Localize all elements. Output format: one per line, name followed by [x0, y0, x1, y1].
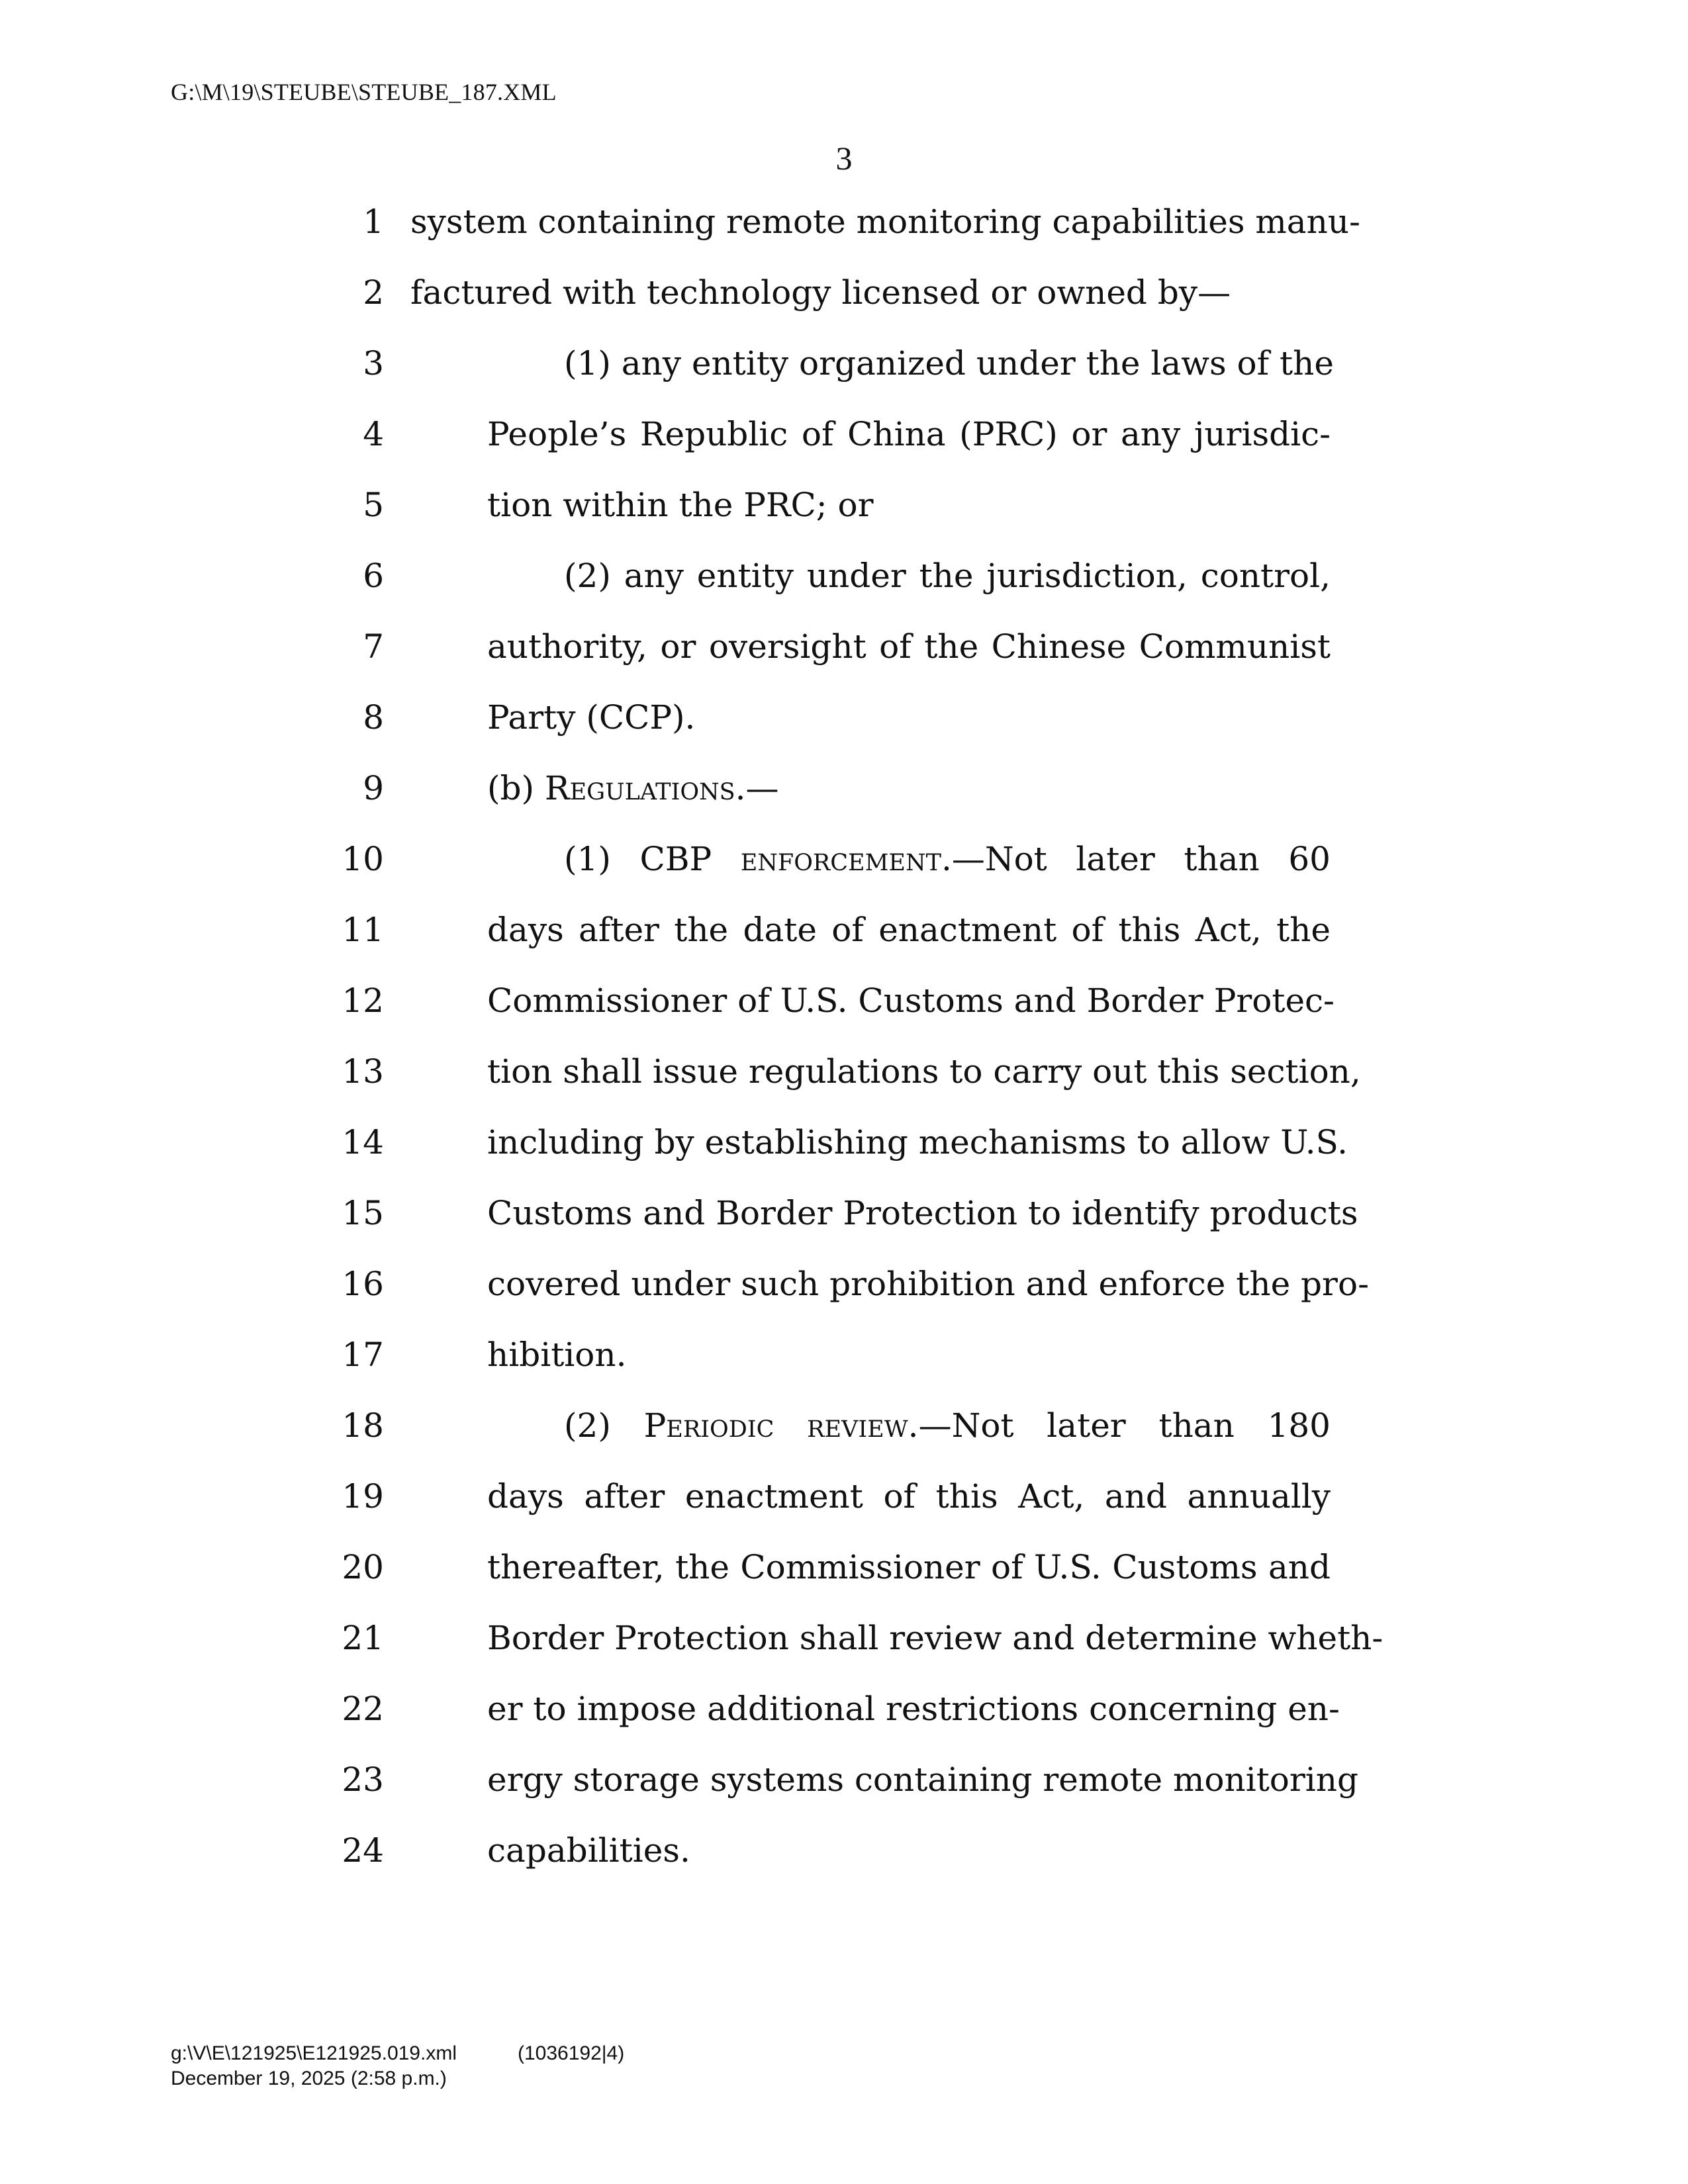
- text-line: [0, 966, 1688, 1036]
- line-number: 2: [363, 273, 384, 312]
- line-number: 8: [363, 698, 384, 737]
- line-number: 20: [342, 1548, 384, 1586]
- line-text: tion within the PRC; or: [487, 486, 874, 524]
- heading-prefix: (2): [564, 1406, 644, 1445]
- heading-prefix: (1) CBP: [564, 840, 741, 878]
- text-line: [0, 399, 1688, 470]
- text-line: [0, 1461, 1688, 1532]
- text-line: [0, 682, 1688, 753]
- text-line: [0, 1815, 1688, 1886]
- text-line: [0, 612, 1688, 682]
- line-text: factured with technology licensed or owned by—: [410, 273, 1231, 312]
- line-text: (1) any entity organized under the laws of the: [564, 344, 1334, 383]
- line-text: People’s Republic of China (PRC) or any jurisdic-: [487, 415, 1331, 453]
- line-number: 11: [342, 911, 384, 949]
- text-line: [0, 1745, 1688, 1815]
- text-line: [0, 824, 1688, 895]
- line-text: ergy storage systems containing remote monitoring: [487, 1760, 1358, 1799]
- line-number: 14: [342, 1123, 384, 1161]
- line-text: Commissioner of U.S. Customs and Border Protec-: [487, 981, 1335, 1020]
- text-line: [0, 187, 1688, 257]
- line-number: 13: [342, 1052, 384, 1091]
- heading-small-caps: Periodic review: [643, 1406, 908, 1445]
- heading-suffix: .—Not later than 60: [941, 840, 1331, 878]
- header-file-path: G:\M\19\STEUBE\STEUBE_187.XML: [171, 79, 557, 105]
- line-number: 6: [363, 557, 384, 595]
- line-number: 7: [363, 627, 384, 666]
- line-number: 17: [342, 1336, 384, 1374]
- line-number: 3: [363, 344, 384, 383]
- text-line: [0, 1603, 1688, 1674]
- footer-xml-path: g:\V\E\121925\E121925.019.xml: [171, 2042, 457, 2064]
- line-number: 9: [363, 769, 384, 807]
- text-line: [0, 895, 1688, 966]
- line-text: system containing remote monitoring capabilities manu-: [410, 203, 1360, 241]
- text-line: [0, 257, 1688, 328]
- paragraph-heading: [564, 824, 1331, 895]
- line-number: 5: [363, 486, 384, 524]
- line-text: Customs and Border Protection to identify products: [487, 1194, 1358, 1232]
- line-number: 1: [363, 203, 384, 241]
- heading-suffix: .—Not later than 180: [908, 1406, 1331, 1445]
- line-text: er to impose additional restrictions concerning en-: [487, 1690, 1340, 1728]
- line-number: 12: [342, 981, 384, 1020]
- text-line: [0, 1178, 1688, 1249]
- heading-suffix: .—: [735, 769, 779, 807]
- text-line: [0, 1107, 1688, 1178]
- line-number: 15: [342, 1194, 384, 1232]
- text-line: [0, 541, 1688, 612]
- text-line: [0, 1320, 1688, 1390]
- line-number: 18: [342, 1406, 384, 1445]
- paragraph-heading: [564, 1390, 1331, 1461]
- line-text: (2) any entity under the jurisdiction, control,: [564, 557, 1331, 595]
- text-line: [0, 328, 1688, 399]
- line-text: tion shall issue regulations to carry out this section,: [487, 1052, 1361, 1091]
- line-number: 23: [342, 1760, 384, 1799]
- footer-file-line: [171, 2041, 624, 2066]
- footer-timestamp: December 19, 2025 (2:58 p.m.): [171, 2068, 447, 2089]
- line-text: capabilities.: [487, 1831, 690, 1870]
- section-heading: [487, 753, 1331, 824]
- text-line: [0, 753, 1688, 824]
- line-number: 10: [342, 840, 384, 878]
- line-number: 4: [363, 415, 384, 453]
- line-text: Border Protection shall review and determine wheth-: [487, 1619, 1383, 1657]
- text-line: [0, 1674, 1688, 1745]
- line-text: days after the date of enactment of this Act, the: [487, 911, 1331, 949]
- footer-doc-code: (1036192|4): [517, 2042, 625, 2064]
- heading-prefix: (b): [487, 769, 545, 807]
- line-number: 16: [342, 1265, 384, 1303]
- text-line: [0, 1532, 1688, 1603]
- line-text: hibition.: [487, 1336, 627, 1374]
- line-text: authority, or oversight of the Chinese Communist: [487, 627, 1331, 666]
- line-text: days after enactment of this Act, and annually: [487, 1477, 1331, 1516]
- heading-small-caps: enforcement: [740, 840, 941, 878]
- line-number: 21: [342, 1619, 384, 1657]
- line-text: Party (CCP).: [487, 698, 696, 737]
- text-line: [0, 1249, 1688, 1320]
- page-number: 3: [835, 140, 853, 177]
- text-line: [0, 470, 1688, 541]
- footer: [171, 2041, 624, 2091]
- text-line: [0, 1390, 1688, 1461]
- line-number: 19: [342, 1477, 384, 1516]
- heading-small-caps: Regulations: [544, 769, 735, 807]
- line-text: covered under such prohibition and enforce the pro-: [487, 1265, 1369, 1303]
- text-line: [0, 1036, 1688, 1107]
- line-number: 22: [342, 1690, 384, 1728]
- line-number: 24: [342, 1831, 384, 1870]
- line-text: thereafter, the Commissioner of U.S. Customs and: [487, 1548, 1331, 1586]
- line-text: including by establishing mechanisms to allow U.S.: [487, 1123, 1348, 1161]
